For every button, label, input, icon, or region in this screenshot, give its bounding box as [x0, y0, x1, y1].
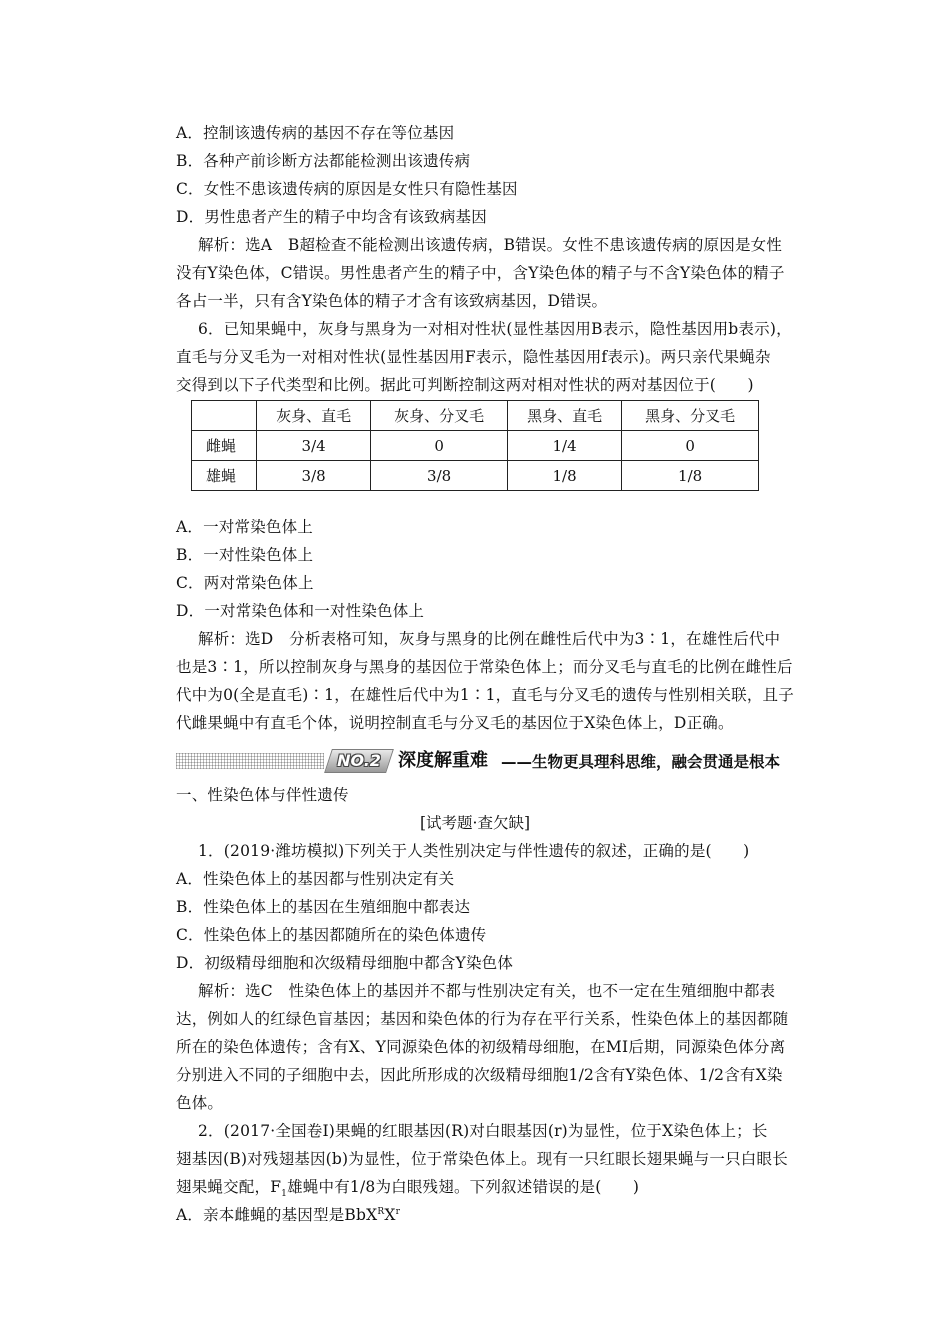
banner-title: 深度解重难	[398, 750, 488, 771]
q5-option-a: A．控制该遗传病的基因不存在等位基因	[176, 124, 455, 142]
q6-stem-line: 交得到以下子代类型和比例。据此可判断控制这两对相对性状的两对基因位于( )	[176, 376, 754, 394]
q2-stem-text: 翅果蝇交配，F	[176, 1178, 282, 1196]
table-cell: 3/8	[257, 461, 371, 491]
q5-analysis-line: 各占一半，只有含Y染色体的精子才含有该致病基因，D错误。	[176, 292, 608, 310]
table-header-cell	[192, 401, 257, 431]
q6-stem-line: 6．已知果蝇中，灰身与黑身为一对相对性状(显性基因用B表示，隐性基因用b表示)，	[198, 320, 792, 338]
offspring-ratio-table	[191, 400, 759, 491]
q6-option-b: B．一对性染色体上	[176, 546, 314, 564]
table-cell: 0	[371, 431, 508, 461]
q5-option-d: D．男性患者产生的精子中均含有该致病基因	[176, 208, 487, 226]
table-row-label: 雌蝇	[192, 431, 257, 461]
table-cell: 3/4	[257, 431, 371, 461]
q2-stem-line: 翅基因(B)对残翅基因(b)为显性，位于常染色体上。现有一只红眼长翅果蝇与一只白眼长	[176, 1150, 788, 1168]
q2-stem-text: 雄蝇中有1/8为白眼残翅。下列叙述错误的是( )	[287, 1178, 640, 1196]
q1-stem: 1．(2019·潍坊模拟)下列关于人类性别决定与伴性遗传的叙述，正确的是( )	[198, 842, 750, 860]
table-row-label: 雄蝇	[192, 461, 257, 491]
table-cell: 0	[622, 431, 759, 461]
q1-option-a: A．性染色体上的基因都与性别决定有关	[176, 870, 455, 888]
q1-option-d: D．初级精母细胞和次级精母细胞中都含Y染色体	[176, 954, 514, 972]
q2-option-text: X	[384, 1206, 396, 1224]
q6-analysis-line: 代雌果蝇中有直毛个体，说明控制直毛与分叉毛的基因位于X染色体上，D正确。	[176, 714, 734, 732]
section-heading: 一、性染色体与伴性遗传	[176, 786, 349, 804]
table-header-cell: 灰身、直毛	[257, 401, 371, 431]
q2-stem-line	[176, 1177, 640, 1200]
q1-option-b: B．性染色体上的基因在生殖细胞中都表达	[176, 898, 471, 916]
q1-option-c: C．性染色体上的基因都随所在的染色体遗传	[176, 926, 487, 944]
q6-analysis-line: 也是3∶1，所以控制灰身与黑身的基因位于常染色体上；而分叉毛与直毛的比例在雌性后	[176, 658, 793, 676]
q5-analysis-line: 解析：选A B超检查不能检测出该遗传病，B错误。女性不患该遗传病的原因是女性	[198, 236, 783, 254]
q6-stem-line: 直毛与分叉毛为一对相对性状(显性基因用F表示，隐性基因用f表示)。两只亲代果蝇杂	[176, 348, 771, 366]
q5-option-c: C．女性不患该遗传病的原因是女性只有隐性基因	[176, 180, 518, 198]
table-cell: 1/4	[507, 431, 621, 461]
table-header-cell: 灰身、分叉毛	[371, 401, 508, 431]
q1-analysis-line: 所在的染色体遗传；含有X、Y同源染色体的初级精母细胞，在MⅠ后期，同源染色体分离	[176, 1038, 786, 1056]
q2-stem-line: 2．(2017·全国卷Ⅰ)果蝇的红眼基因(R)对白眼基因(r)为显性，位于X染色体上；长	[198, 1122, 768, 1140]
q6-option-c: C．两对常染色体上	[176, 574, 314, 592]
table-header-cell: 黑身、分叉毛	[622, 401, 759, 431]
q5-analysis-line: 没有Y染色体，C错误。男性患者产生的精子中，含Y染色体的精子与不含Y染色体的精子	[176, 264, 785, 282]
f1-subscript: 1	[281, 1189, 288, 1200]
banner-subtitle: ——生物更具理科思维，融会贯通是根本	[501, 753, 781, 771]
q1-analysis-line: 达，例如人的红绿色盲基因；基因和染色体的行为存在平行关系，性染色体上的基因都随	[176, 1010, 789, 1028]
q5-option-b: B．各种产前诊断方法都能检测出该遗传病	[176, 152, 471, 170]
table-cell: 1/8	[507, 461, 621, 491]
table-header-row	[192, 401, 759, 431]
allele-superscript: R	[377, 1206, 385, 1217]
q2-option-text: A．亲本雌蝇的基因型是BbX	[176, 1206, 378, 1224]
q6-option-d: D．一对常染色体和一对性染色体上	[176, 602, 425, 620]
q1-analysis-line: 解析：选C 性染色体上的基因并不都与性别决定有关，也不一定在生殖细胞中都表	[198, 982, 776, 1000]
table-cell: 3/8	[371, 461, 508, 491]
banner-hatch-decoration	[176, 753, 324, 769]
section-number-badge	[324, 749, 394, 773]
q6-analysis-line: 解析：选D 分析表格可知，灰身与黑身的比例在雌性后代中为3∶1，在雄性后代中	[198, 630, 781, 648]
subsection-heading: [试考题·查欠缺]	[419, 814, 531, 832]
q6-option-a: A．一对常染色体上	[176, 518, 313, 536]
q1-analysis-line: 分别进入不同的子细胞中去，因此所形成的次级精母细胞1/2含有Y染色体、1/2含有X染	[176, 1066, 783, 1084]
table-row	[192, 461, 759, 491]
table-header-cell: 黑身、直毛	[507, 401, 621, 431]
allele-superscript: r	[395, 1206, 401, 1217]
q1-analysis-line: 色体。	[176, 1094, 224, 1112]
table-row	[192, 431, 759, 461]
table-cell: 1/8	[622, 461, 759, 491]
section-banner	[176, 748, 856, 774]
badge-label: NO.2	[337, 751, 381, 770]
q6-analysis-line: 代中为0(全是直毛)∶1，在雄性后代中为1∶1，直毛与分叉毛的遗传与性别相关联，且子	[176, 686, 794, 704]
q2-option-a	[176, 1205, 400, 1225]
